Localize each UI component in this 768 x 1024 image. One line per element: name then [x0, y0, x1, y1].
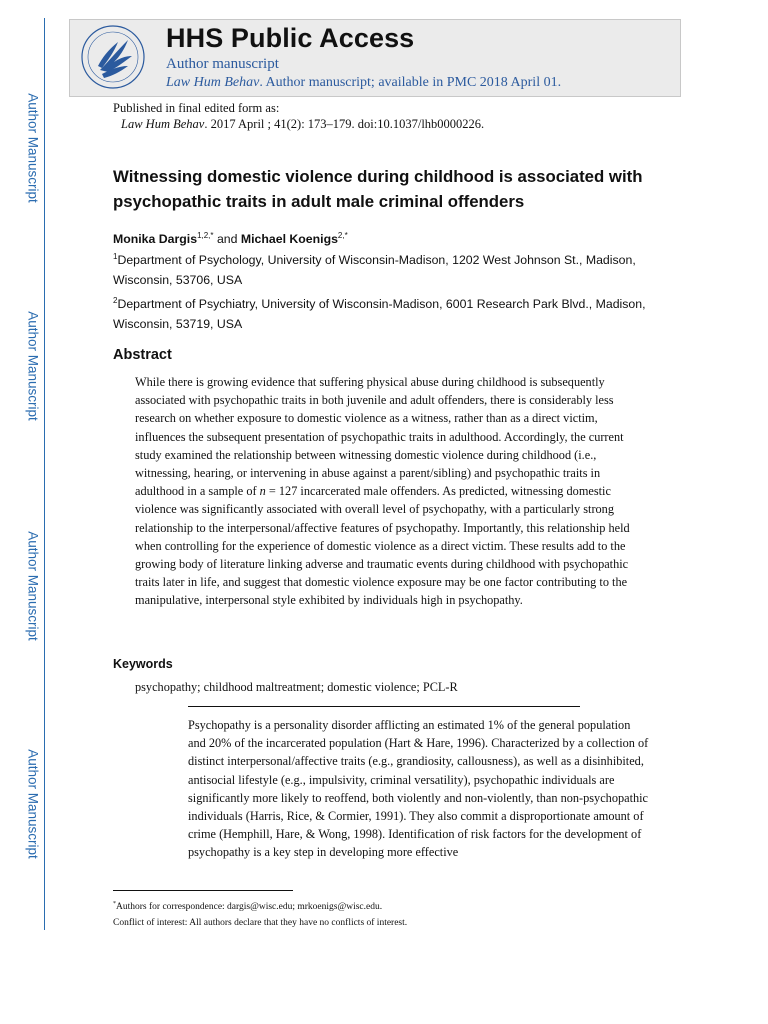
author-line	[113, 232, 348, 246]
section-divider	[188, 706, 580, 707]
author-name: Michael Koenigs	[240, 232, 338, 246]
affiliation-sup: 2	[113, 295, 118, 305]
journal-availability	[166, 75, 561, 91]
citation-details: . 2017 April ; 41(2): 173–179. doi:10.1037/lhb0000226.	[204, 117, 485, 131]
affiliation-2	[113, 294, 673, 334]
author-manuscript-label: Author manuscript	[166, 56, 279, 72]
affiliation-1	[113, 250, 673, 290]
author-affil-sup: 2,*	[337, 230, 348, 240]
paper-title: Witnessing domestic violence during childhood is associated with psychopathic traits in adult male criminal offenders	[113, 167, 643, 211]
footnote-conflict: Conflict of interest: All authors declare that they have no conflicts of interest.	[113, 918, 408, 928]
citation-journal: Law Hum Behav	[121, 117, 205, 131]
side-label-author-manuscript: Author Manuscript	[25, 311, 41, 421]
footnote-rule	[113, 890, 293, 891]
abstract-heading: Abstract	[113, 347, 172, 363]
hhs-public-access-title: HHS Public Access	[166, 23, 415, 53]
margin-rule	[44, 18, 45, 930]
availability-text: . Author manuscript; available in PMC 2018 April 01.	[259, 75, 562, 90]
author-name: Monika Dargis	[113, 232, 198, 246]
body-paragraph: Psychopathy is a personality disorder afflicting an estimated 1% of the general population and 20% of the incarcerated population (Hart & Hare, 1996). Characterized by a collection of distinct interpersonal/affective traits (e.g., grandiosity, callousness), as well as a disinhibited, antisocial lifestyle (e.g., impulsivity, criminal versatility), psychopathic individuals are significantly more likely to reoffend, both violently and non-violently, than non-psychopathic individuals (Harris, Rice, & Cormier, 1991). They also commit a disproportionate amount of crime (Hemphill, Hare, & Wong, 1998). Identification of risk factors for the development of psychopathy is a key step in developing more effective	[188, 718, 649, 860]
footnote-correspondence: *Authors for correspondence: dargis@wisc.edu; mrkoenigs@wisc.edu.	[113, 900, 383, 912]
journal-name: Law Hum Behav	[166, 75, 260, 90]
affiliation-sup: 1	[113, 251, 118, 261]
affiliation-text: Department of Psychiatry, University of Wisconsin-Madison, 6001 Research Park Blvd., Madison, Wisconsin, 53719, USA	[113, 297, 646, 331]
affiliation-text: Department of Psychology, University of Wisconsin-Madison, 1202 West Johnson St., Madison, Wisconsin, 53706, USA	[113, 253, 636, 287]
side-label-author-manuscript: Author Manuscript	[25, 749, 41, 859]
keywords-text: psychopathy; childhood maltreatment; domestic violence; PCL-R	[135, 680, 458, 694]
published-note: Published in final edited form as:	[113, 101, 280, 115]
footnote-sup: *	[113, 900, 116, 907]
keywords-heading: Keywords	[113, 657, 173, 671]
abstract-text: While there is growing evidence that suffering physical abuse during childhood is subsequently associated with psychopathic traits in both juvenile and adult offenders, there is considerably less research on whether exposure to domestic violence as a witness, rather than as a direct victim, influences the subsequent presentation of psychopathic traits in adulthood. Accordingly, the current study examined the relationship between witnessing domestic violence during childhood (i.e., witnessing, hearing, or intervening in abuse against a parent/sibling) and psychopathic traits in adulthood in a sample of n = 127 incarcerated male offenders. As predicted, witnessing domestic violence was significantly associated with overall level of psychopathy, with a particularly strong relationship to the interpersonal/affective features of psychopathy. Importantly, this relationship held when controlling for the experience of domestic violence as a direct victim. These results add to the growing body of literature linking adverse and traumatic events during childhood with psychopathic traits later in life, and suggest that domestic violence exposure may be one factor contributing to the manipulative, interpersonal style exhibited by individuals high in psychopathy.	[135, 375, 630, 608]
side-label-author-manuscript: Author Manuscript	[25, 531, 41, 641]
publication-citation	[121, 117, 484, 132]
author-conjunction: and	[213, 232, 241, 246]
hhs-eagle-logo-icon	[78, 22, 148, 92]
author-affil-sup: 1,2,*	[197, 230, 214, 240]
n-symbol: n	[259, 484, 266, 499]
side-label-author-manuscript: Author Manuscript	[25, 93, 41, 203]
